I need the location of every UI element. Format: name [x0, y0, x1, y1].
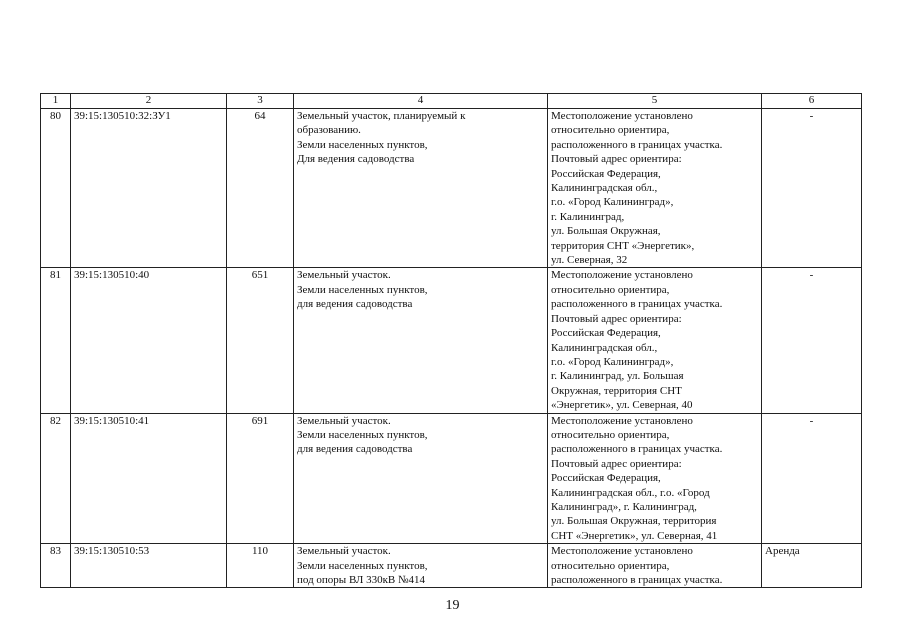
location-line: Российская Федерация, [551, 167, 661, 180]
location-line: г. Калининград, ул. Большая [551, 370, 684, 383]
header-col-2: 2 [71, 94, 227, 109]
plot-location [548, 544, 762, 588]
location-line: Калининградская обл., г.о. «Город [551, 486, 710, 499]
description-line: под опоры ВЛ 330кВ №414 [297, 574, 425, 586]
location-line: ул. Северная, 32 [551, 254, 628, 267]
table-row [41, 413, 862, 544]
row-number: 83 [41, 544, 71, 588]
encumbrance: - [762, 268, 862, 413]
plot-location [548, 413, 762, 544]
location-line: относительно ориентира, [551, 124, 670, 137]
plot-area: 64 [227, 109, 294, 268]
description-line: Земли населенных пунктов, [297, 559, 428, 572]
location-line: г. Калининград, [551, 210, 625, 223]
plot-location [548, 109, 762, 268]
header-col-4: 4 [294, 94, 548, 109]
plot-location [548, 268, 762, 413]
header-col-1: 1 [41, 94, 71, 109]
location-line: расположенного в границах участка. [551, 298, 723, 311]
encumbrance: - [762, 109, 862, 268]
page-number: 19 [445, 598, 460, 613]
encumbrance: - [762, 413, 862, 544]
location-line: Местоположение установлено [551, 110, 693, 122]
cadastral-number: 39:15:130510:53 [71, 544, 227, 588]
description-line: Земли населенных пунктов, [297, 138, 428, 151]
location-line: относительно ориентира, [551, 559, 670, 572]
location-line: Калининградская обл., [551, 182, 658, 195]
location-line: г.о. «Город Калининград», [551, 196, 674, 209]
plot-description [294, 413, 548, 544]
cadastral-number: 39:15:130510:32:ЗУ1 [71, 109, 227, 268]
table-row [41, 544, 862, 588]
description-line: Земли населенных пунктов, [297, 283, 428, 296]
plot-area: 691 [227, 413, 294, 544]
description-line: Земельный участок. [297, 269, 391, 282]
plot-description [294, 268, 548, 413]
location-line: г.о. «Город Калининград», [551, 355, 674, 368]
location-line: ул. Большая Окружная, территория [551, 515, 717, 528]
header-col-5: 5 [548, 94, 762, 109]
description-line: образованию. [297, 124, 361, 137]
location-line: СНТ «Энергетик», ул. Северная, 41 [551, 529, 718, 542]
location-line: Местоположение установлено [551, 545, 693, 558]
plot-description [294, 544, 548, 588]
description-line: Земли населенных пунктов, [297, 428, 428, 441]
location-line: Почтовый адрес ориентира: [551, 457, 682, 470]
description-line: Земельный участок, планируемый к [297, 110, 466, 122]
table-row [41, 109, 862, 268]
location-line: Почтовый адрес ориентира: [551, 153, 682, 166]
location-line: расположенного в границах участка. [551, 443, 723, 456]
location-line: территория СНТ «Энергетик», [551, 239, 695, 252]
location-line: относительно ориентира, [551, 283, 670, 296]
encumbrance: Аренда [762, 544, 862, 588]
description-line: Для ведения садоводства [297, 153, 415, 166]
location-line: расположенного в границах участка. [551, 574, 723, 586]
plot-description [294, 109, 548, 268]
description-line: Земельный участок. [297, 545, 391, 558]
header-row [41, 94, 862, 109]
header-col-3: 3 [227, 94, 294, 109]
header-col-6: 6 [762, 94, 862, 109]
description-line: для ведения садоводства [297, 443, 413, 456]
location-line: расположенного в границах участка. [551, 138, 723, 151]
location-line: Местоположение установлено [551, 414, 693, 427]
location-line: ул. Большая Окружная, [551, 225, 661, 238]
land-plots-table [40, 93, 862, 588]
description-line: Земельный участок. [297, 414, 391, 427]
location-line: Местоположение установлено [551, 269, 693, 282]
cadastral-number: 39:15:130510:40 [71, 268, 227, 413]
row-number: 81 [41, 268, 71, 413]
location-line: Окружная, территория СНТ [551, 384, 682, 397]
row-number: 80 [41, 109, 71, 268]
cadastral-number: 39:15:130510:41 [71, 413, 227, 544]
table-row [41, 268, 862, 413]
location-line: «Энергетик», ул. Северная, 40 [551, 399, 693, 412]
plot-area: 651 [227, 268, 294, 413]
location-line: относительно ориентира, [551, 428, 670, 441]
location-line: Российская Федерация, [551, 327, 661, 340]
location-line: Калининградская обл., [551, 341, 658, 354]
location-line: Калининград», г. Калининград, [551, 500, 697, 513]
location-line: Почтовый адрес ориентира: [551, 312, 682, 325]
location-line: Российская Федерация, [551, 472, 661, 485]
row-number: 82 [41, 413, 71, 544]
description-line: для ведения садоводства [297, 298, 413, 311]
plot-area: 110 [227, 544, 294, 588]
